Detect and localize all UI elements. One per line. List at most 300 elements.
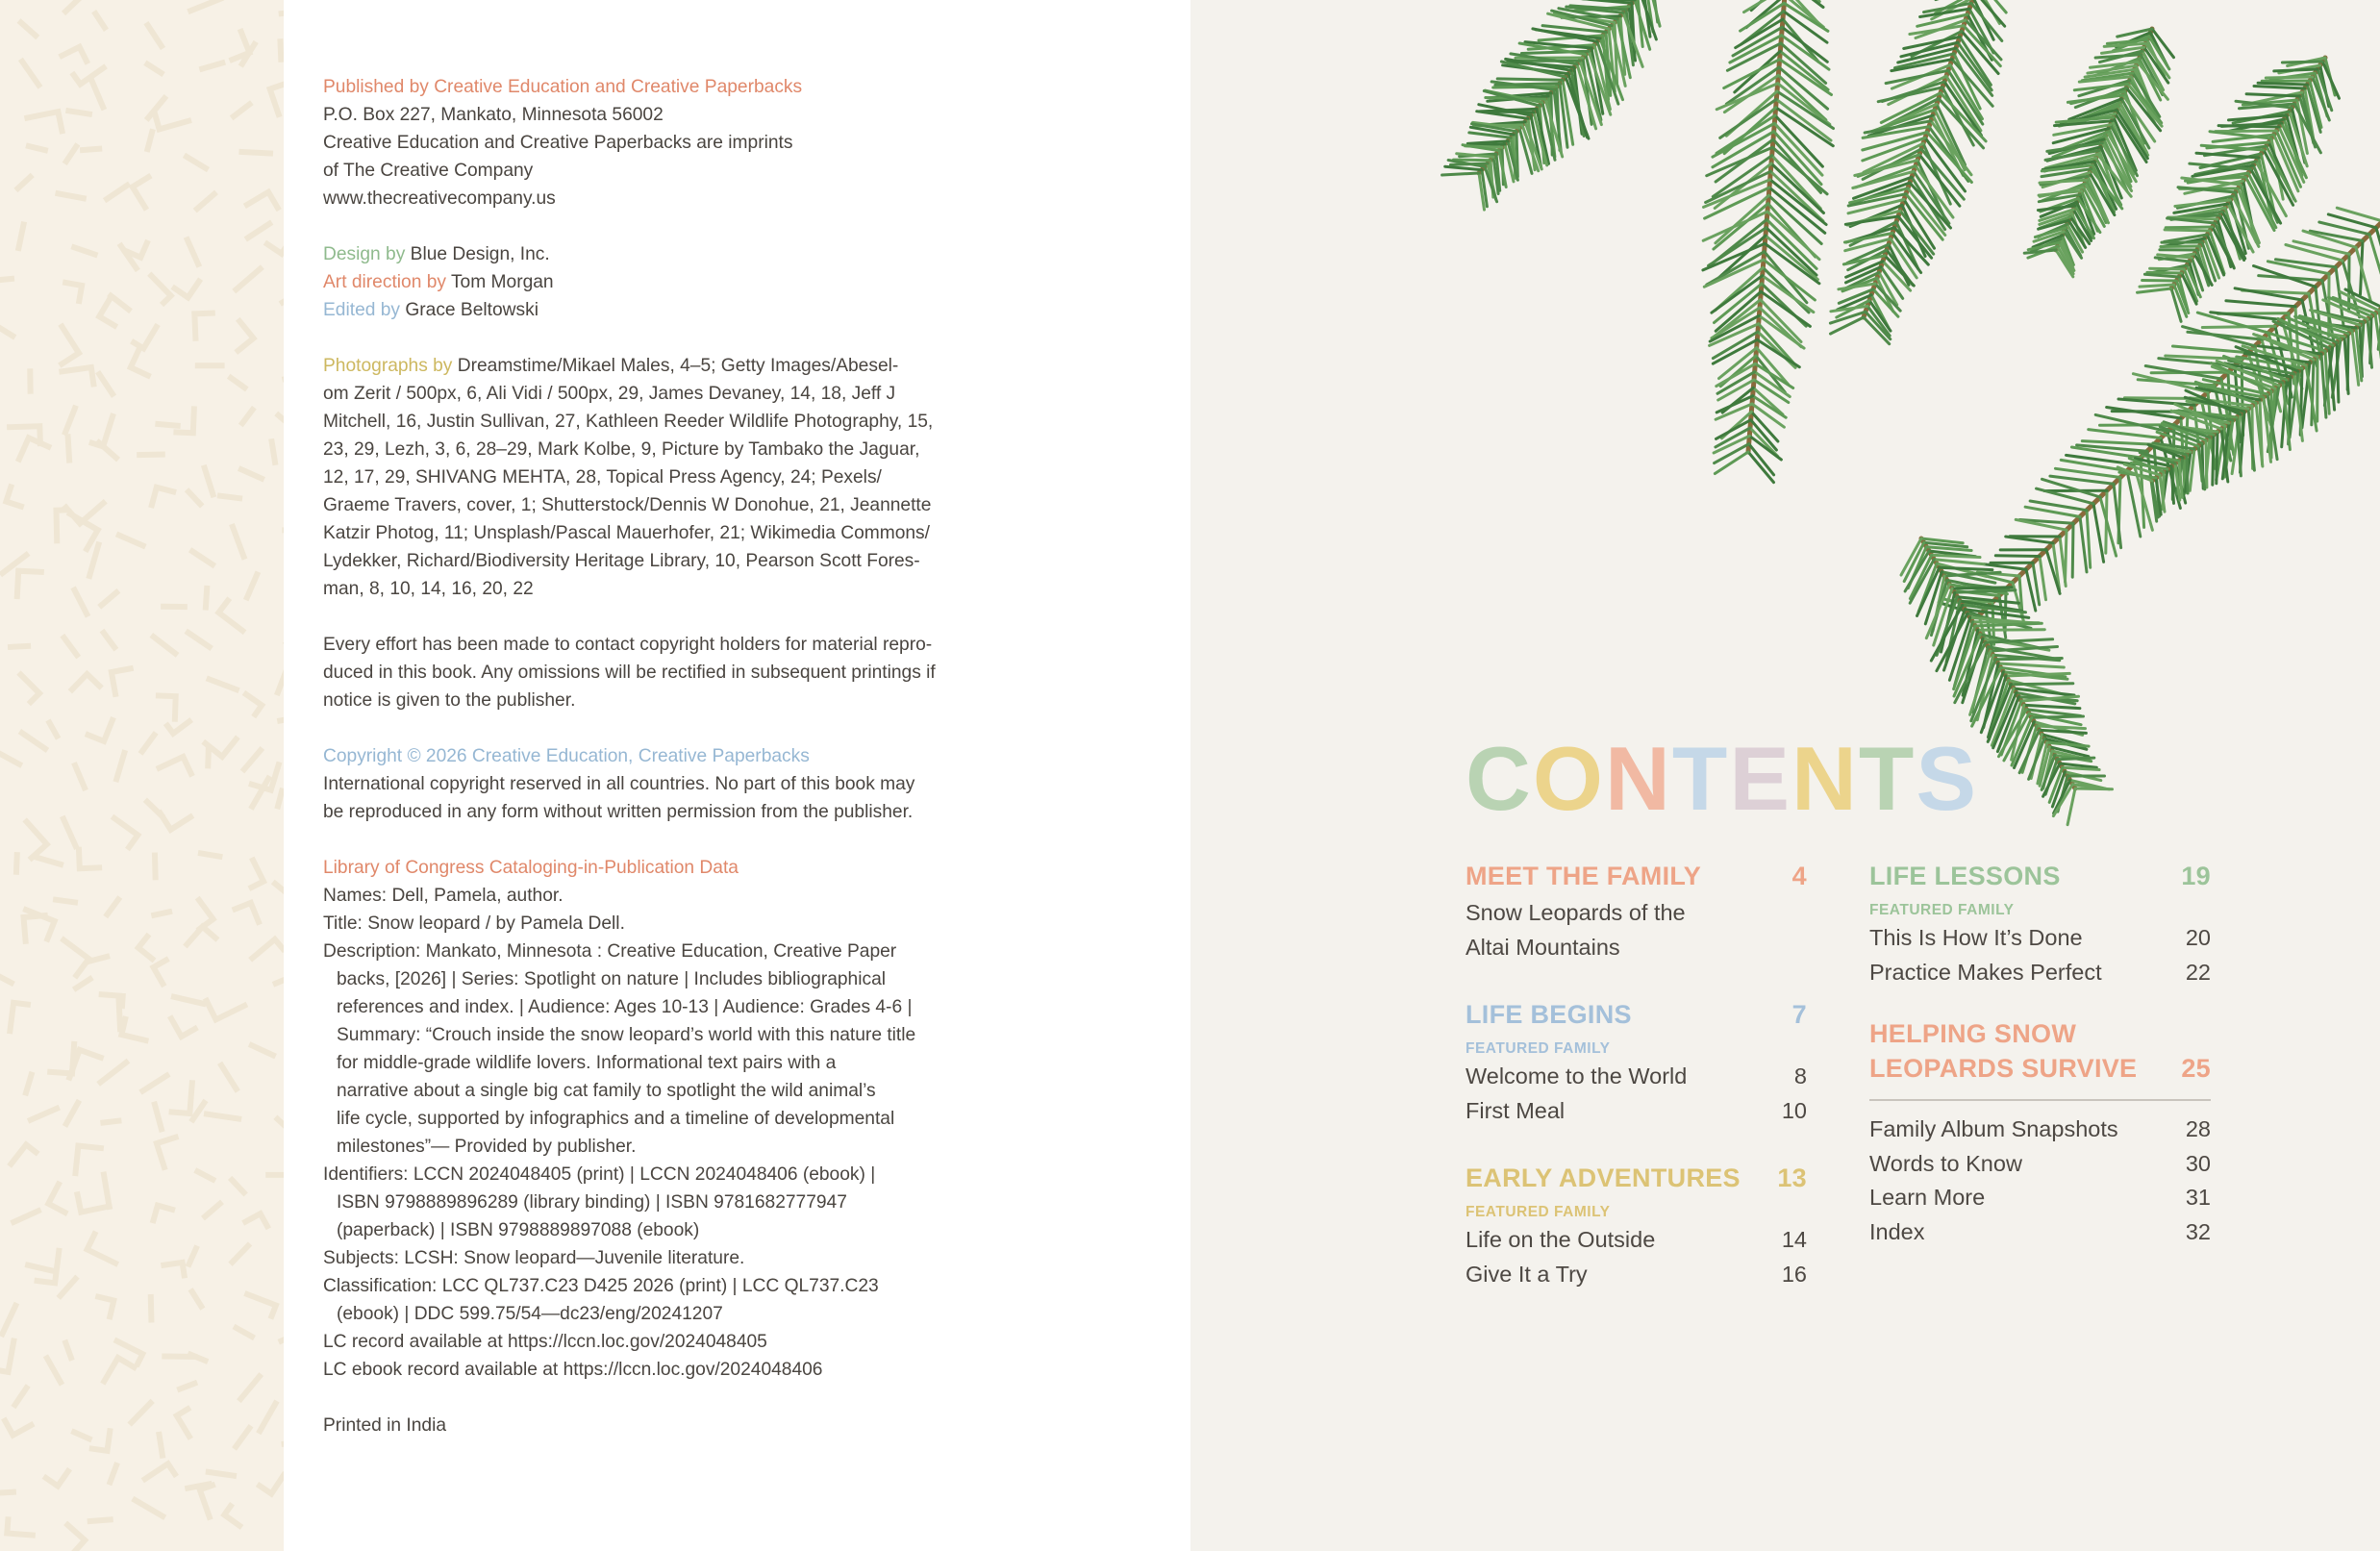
pine-needle [2282,62,2322,63]
confetti-shape [205,1204,220,1216]
confetti-shape [11,646,28,647]
confetti-shape [21,675,39,702]
copyright-line: www.thecreativecompany.us [323,188,556,209]
copyright-line: ISBN 9798889896289 (library binding) | ISBN 9781682777947 [337,1192,847,1213]
confetti-shape [65,409,75,433]
pine-needle [2057,758,2094,760]
copyright-line: Copyright © 2026 Creative Education, Creative Paperbacks [323,746,810,766]
confetti-shape [155,1105,162,1130]
confetti-shape [46,1471,68,1486]
confetti-shape [0,752,19,764]
confetti-shape [18,177,31,188]
confetti-shape [31,1109,57,1120]
confetti-shape [247,192,278,208]
confetti-shape [233,1246,248,1263]
toc-entry-label: Welcome to the World [1466,1063,1688,1088]
copyright-line: Identifiers: LCCN 2024048405 (print) | LCCN 2024048406 (ebook) | [323,1164,876,1185]
confetti-shape [171,1018,195,1037]
pine-needle [2118,399,2194,405]
contents-letter: N [1605,728,1672,829]
confetti-shape [260,1404,275,1432]
confetti-shape [172,1083,192,1113]
pine-needle [1995,659,2062,660]
pine-needle [2140,285,2174,287]
copyright-line: narrative about a single big cat family to spotlight the wild animal’s [337,1081,876,1101]
pine-needle [1497,79,1563,80]
confetti-shape [48,1185,64,1213]
confetti-shape [92,1431,111,1451]
section-title: EARLY ADVENTURES [1466,1163,1741,1192]
section-heading[interactable] [1869,859,2211,893]
pine-needle [1975,623,2042,626]
pine-needle [1878,88,1942,102]
confetti-shape [26,1075,32,1093]
toc-entry-page: 16 [1781,1261,1807,1287]
confetti-shape [160,757,191,774]
pine-needle [2274,69,2317,71]
pine-needle [2040,730,2087,733]
confetti-shape [154,912,169,914]
pine-needle [1900,211,1934,254]
section-divider [1869,1099,2211,1101]
section-title-line: HELPING SNOW [1869,1019,2077,1048]
contents-letter: S [1916,728,1979,829]
copyright-line: Creative Education and Creative Paperbacks are imprints [323,133,793,153]
copyright-line: milestones”— Provided by publisher. [337,1137,637,1157]
confetti-shape [62,327,79,364]
confetti-shape [65,1343,71,1359]
confetti-shape [27,112,62,131]
toc-entry[interactable] [1869,956,2211,990]
confetti-shape [22,733,45,749]
credit-value: Grace Beltowski [400,300,539,320]
confetti-shape [237,1328,252,1337]
toc-entry-label: First Meal [1466,1097,1566,1123]
confetti-shape [74,1432,89,1438]
copyright-line: (ebook) | DDC 599.75/54—dc23/eng/20241207 [337,1304,723,1324]
toc-section [1466,997,1807,1128]
section-title: LIFE LESSONS [1869,862,2061,890]
confetti-shape [28,1265,54,1271]
toc-entry[interactable] [1869,1113,2211,1147]
confetti-shape [66,503,104,523]
confetti-shape [108,899,119,914]
pine-needle [2369,235,2380,284]
toc-section [1466,859,1807,964]
confetti-shape [202,63,222,69]
toc-entry-label: Snow Leopards of the [1466,900,1686,925]
toc-entry[interactable] [1869,921,2211,956]
contents-letter: E [1729,728,1792,829]
confetti-shape [200,1486,213,1517]
confetti-shape [101,1063,127,1083]
pine-needle [2032,716,2084,717]
toc-entry[interactable] [1466,896,1807,964]
pine-needle [1706,171,1771,202]
confetti-shape [79,850,99,869]
confetti-shape [132,1403,151,1422]
copyright-line: Published by Creative Education and Creative Paperbacks [323,77,803,97]
confetti-shape [17,571,41,596]
confetti-shape [65,0,84,12]
confetti-shape [206,588,207,608]
pine-needle [2165,230,2210,231]
toc-entry-label: Life on the Outside [1466,1227,1656,1252]
confetti-shape [154,1206,173,1221]
toc-entry[interactable] [1466,1060,1807,1094]
credit-value: Tom Morgan [445,272,554,292]
confetti-shape [0,319,13,337]
confetti-shape [47,1358,61,1382]
confetti-shape [16,855,17,872]
copyright-line: P.O. Box 227, Mankato, Minnesota 56002 [323,105,664,125]
confetti-shape [61,1279,76,1296]
confetti-shape [90,1519,111,1521]
section-page-number: 19 [2181,862,2211,890]
pine-needle [2218,126,2279,127]
confetti-shape [0,1341,13,1372]
confetti-shape [154,637,176,653]
copyright-line: be reproduced in any form without written permission from the publisher. [323,802,914,822]
copyright-line: Summary: “Crouch inside the snow leopard’s world with this nature title [337,1025,916,1045]
confetti-shape [63,940,88,976]
toc-column-right [1869,859,2211,1276]
confetti-shape [68,111,89,113]
confetti-shape [99,297,114,326]
toc-section [1869,859,2211,989]
section-title [1869,1016,2137,1086]
toc-entry[interactable] [1869,1215,2211,1250]
confetti-shape [2,1306,15,1334]
pine-needle [2213,435,2214,485]
paragraph-gap [323,714,939,742]
toc-entry-label: Index [1869,1218,1925,1244]
confetti-shape [236,903,259,922]
confetti-shape [114,818,138,847]
confetti-shape [207,1114,238,1119]
copyright-line: Subjects: LCSH: Snow leopard—Juvenile literature. [323,1248,745,1268]
toc-entry-label: Family Album Snapshots [1869,1116,2118,1141]
confetti-shape [104,1175,110,1207]
pine-needle [2075,788,2113,789]
copyright-line: LC ebook record available at https://lccn.loc.gov/2024048406 [323,1360,823,1380]
toc-entry-label: This Is How It’s Done [1869,925,2083,950]
pine-needle [2142,281,2177,282]
toc-entry[interactable] [1466,1094,1807,1129]
toc-entry-page: 28 [2185,1116,2211,1141]
confetti-shape [75,765,85,788]
section-title: MEET THE FAMILY [1466,862,1702,890]
copyright-line: Graeme Travers, cover, 1; Shutterstock/Dennis W Donohue, 21, Jeannette [323,495,932,515]
confetti-shape [148,25,162,46]
copyright-line: LC record available at https://lccn.loc.gov/2024048405 [323,1332,767,1352]
confetti-shape [29,146,45,150]
credit-label: Edited by [323,300,401,320]
pine-needle [2266,77,2312,78]
toc-entry-page: 8 [1793,1063,1807,1088]
contents-page [1190,0,2380,1551]
confetti-shape [6,487,21,506]
toc-entry-page: 31 [2185,1185,2211,1210]
credit-label: Design by [323,244,406,264]
pine-needle [2024,705,2080,708]
pine-needle [2047,742,2089,746]
confetti-shape [66,1103,78,1124]
confetti-shape [133,177,149,208]
confetti-shape [267,235,284,253]
confetti-shape [275,884,284,895]
section-heading[interactable] [1466,1161,1807,1195]
pine-needle [2037,726,2086,729]
confetti-shape [187,927,215,945]
copyright-line: backs, [2026] | Series: Spotlight on nature | Includes bibliographical [337,969,887,989]
confetti-shape [64,638,77,655]
copyright-line: International copyright reserved in all countries. No part of this book may [323,774,915,794]
confetti-shape [7,1519,33,1535]
pine-needle [2067,788,2075,825]
confetti-shape [188,633,210,647]
confetti-shape [158,424,177,426]
confetti-shape [207,1001,244,1020]
toc-section [1466,1161,1807,1291]
pine-needle [2150,268,2185,269]
confetti-shape [143,1076,167,1091]
pine-needle [2254,87,2305,89]
contents-letter: T [1858,728,1917,829]
confetti-shape [5,1421,31,1436]
copyright-line [323,268,939,296]
confetti-shape [95,13,105,28]
pine-needle [2161,246,2199,247]
confetti-shape [99,442,116,458]
toc-entry-page: 10 [1781,1097,1807,1123]
toc-entry[interactable] [1466,1223,1807,1258]
copyright-line: Title: Snow leopard / by Pamela Dell. [323,913,625,934]
confetti-shape [59,193,84,198]
confetti-shape [72,674,100,689]
toc-column-left [1466,859,1807,1324]
confetti-shape [147,64,161,73]
confetti-shape [74,247,94,254]
copyright-line [323,352,939,380]
copyright-line: Every effort has been made to contact copyright holders for material repro- [323,635,933,655]
pine-needle [2187,455,2188,493]
confetti-shape [237,269,261,290]
confetti-shape [238,321,254,351]
pine-needle [2258,83,2307,85]
copyright-page [284,0,1190,1551]
pine-needle [2144,274,2179,277]
pine-needle [2093,504,2104,563]
confetti-shape [49,723,57,737]
confetti-shape [241,469,262,478]
copyright-line: Lydekker, Richard/Biodiversity Heritage Library, 10, Pearson Scott Fores- [323,551,920,571]
pine-needle [2216,131,2277,132]
confetti-shape [201,853,220,856]
copyright-line: notice is given to the publisher. [323,690,576,711]
contents-letter: T [1671,728,1730,829]
section-page-number: 25 [2181,1054,2211,1083]
confetti-shape [155,856,156,878]
toc-entry[interactable] [1869,1147,2211,1182]
featured-family-label: FEATURED FAMILY [1869,902,2015,918]
confetti-shape [116,753,124,779]
confetti-shape [190,1355,205,1361]
confetti-shape [112,668,131,694]
confetti-shape [208,750,209,765]
pine-needle [1940,567,1992,569]
pine-needle [2095,414,2167,431]
pine-needle [2040,557,2046,600]
copyright-line: Library of Congress Cataloging-in-Publication Data [323,858,739,878]
confetti-shape [236,1428,249,1446]
confetti-shape [209,1472,234,1476]
toc-entry-page: 20 [2185,925,2211,950]
confetti-shape [167,721,189,734]
toc-entry[interactable] [1869,1181,2211,1215]
confetti-shape [142,735,155,751]
credit-value: Blue Design, Inc. [405,244,550,264]
confetti-shape [13,1211,38,1222]
confetti-shape [107,186,127,199]
confetti-shape [24,915,45,941]
confetti-shape [0,959,12,983]
confetti-shape [98,1297,113,1317]
confetti-shape [56,900,75,903]
confetti-shape [276,976,284,987]
section-heading[interactable] [1466,859,1807,893]
pine-needle [1445,166,1482,170]
confetti-shape [163,1263,184,1275]
copyright-line: Printed in India [323,1415,446,1436]
toc-entry-page: 22 [2185,959,2211,985]
pine-needle [1995,556,2040,557]
confetti-shape [247,574,257,597]
confetti-shape [248,224,269,238]
confetti-shape [190,0,220,11]
pine-needle [1442,173,1479,175]
toc-entry-label: Altai Mountains [1466,934,1620,960]
pine-needle [2011,684,2073,685]
toc-section [1869,1016,2211,1249]
confetti-shape [74,590,87,614]
pine-needle [1998,663,2064,667]
confetti-shape [103,1121,118,1123]
copyright-line: Names: Dell, Pamela, author. [323,886,564,906]
copyright-line [323,296,939,324]
confetti-shape [193,1103,205,1119]
pine-needle [2082,441,2154,445]
confetti-shape [252,861,263,888]
confetti-shape [139,455,163,456]
confetti-shape [210,679,237,689]
copyright-line: life cycle, supported by infographics and a timeline of developmental [337,1109,895,1129]
copyright-line: for middle-grade wildlife lovers. Informational text pairs with a [337,1053,837,1073]
confetti-shape [74,68,104,85]
pine-needle [1748,452,1774,483]
section-heading[interactable] [1466,997,1807,1032]
confetti-shape [22,62,38,86]
confetti-shape [88,1234,115,1263]
section-title-line: LEOPARDS SURVIVE [1869,1054,2138,1083]
confetti-shape [12,1144,37,1163]
confetti-shape [180,1384,194,1389]
section-heading[interactable] [1869,1016,2211,1086]
toc-entry-label: Learn More [1869,1185,1986,1210]
copyright-line: Classification: LCC QL737.C23 D425 2026 (print) | LCC QL737.C23 [323,1276,879,1296]
confetti-shape [272,441,275,463]
credit-label: Art direction by [323,272,446,292]
confetti-shape [155,113,188,129]
confetti-shape [233,527,244,557]
confetti-shape [65,283,82,301]
paragraph-gap [323,603,939,631]
confetti-shape [76,1146,101,1174]
confetti-shape [231,378,244,388]
pine-needle [1736,19,1783,48]
confetti-shape [104,1358,134,1382]
credit-label: Photographs by [323,356,453,376]
contents-letter: C [1466,728,1533,829]
contents-letter: N [1791,728,1859,829]
confetti-shape [220,496,239,499]
pine-needle [1831,317,1865,334]
contents-letter: O [1532,728,1606,829]
confetti-shape [134,327,156,348]
confetti-shape [92,82,104,108]
section-page-number: 4 [1791,862,1807,890]
confetti-shape [176,409,193,433]
confetti-shape [15,1388,27,1405]
confetti-shape [83,149,99,150]
toc-entry[interactable] [1466,1258,1807,1292]
toc-entry-label: Practice Makes Perfect [1869,959,2102,985]
toc-entry-page: 32 [2185,1218,2211,1244]
confetti-shape [66,146,76,162]
confetti-shape [152,488,173,505]
confetti-shape [57,510,66,540]
confetti-shape [281,41,282,59]
confetti-shape [187,157,206,168]
confetti-shape [151,1297,152,1320]
confetti-shape [240,1376,259,1399]
pine-needle [2147,272,2182,273]
pine-needle [2100,497,2117,556]
pine-needle [2138,288,2172,292]
confetti-shape [177,1409,189,1436]
confetti-shape [119,536,143,546]
pine-needle [2040,180,2087,183]
confetti-shape [247,1294,276,1316]
confetti-shape [38,858,61,864]
confetti-shape [88,720,113,741]
confetti-shape [68,437,70,460]
copyright-line: man, 8, 10, 14, 16, 20, 22 [323,579,534,599]
confetti-shape [174,997,203,1004]
pine-needle [1715,452,1748,474]
toc-entry-page: 14 [1781,1227,1807,1252]
confetti-shape [278,791,282,807]
pine-needle [2337,342,2339,402]
copyright-line: (paperback) | ISBN 9798889897088 (ebook) [337,1220,700,1240]
confetti-shape [224,1506,239,1526]
confetti-shape [138,937,152,959]
copyright-line: references and index. | Audience: Ages 10-13 | Audience: Grades 4-6 | [337,997,913,1017]
toc-entry-label: Give It a Try [1466,1261,1588,1287]
confetti-shape [252,939,283,959]
confetti-shape [21,23,36,37]
pine-needle [2235,288,2302,300]
